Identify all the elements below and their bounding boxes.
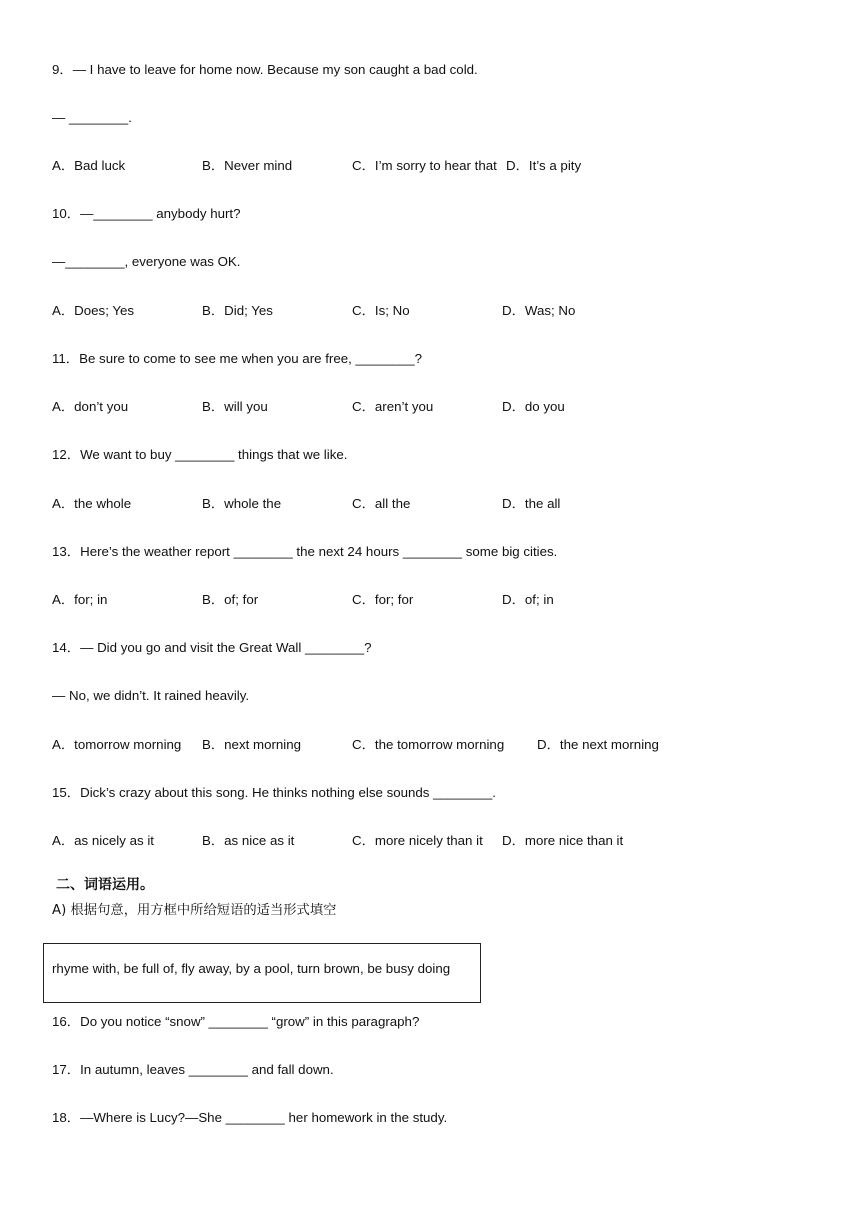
question-18-stem: 18．—Where is Lucy?—She ________ her homework in the study. [52, 1110, 448, 1125]
question-13-stem: 13．Here’s the weather report ________ the next 24 hours ________ some big cities. [52, 544, 558, 559]
question-14-reply: — No, we didn’t. It rained heavily. [52, 688, 250, 703]
question-17-stem: 17．In autumn, leaves ________ and fall down. [52, 1062, 334, 1077]
option-d: D．of; in [502, 592, 554, 607]
option-a: A．tomorrow morning [52, 737, 182, 752]
word-box [43, 943, 481, 1003]
option-a: A．the whole [52, 496, 132, 511]
option-c: C．Is; No [352, 303, 410, 318]
option-a: A．for; in [52, 592, 108, 607]
option-b: B．whole the [202, 496, 282, 511]
question-9-stem: 9．— I have to leave for home now. Because my son caught a bad cold. [52, 62, 478, 77]
option-d: D．Was; No [502, 303, 576, 318]
option-b: B．Never mind [202, 158, 293, 173]
question-12-stem: 12．We want to buy ________ things that we like. [52, 447, 348, 462]
option-c: C．more nicely than it [352, 833, 483, 848]
question-9-reply: — ________. [52, 110, 132, 125]
option-c: C．for; for [352, 592, 414, 607]
question-16-stem: 16．Do you notice “snow” ________ “grow” in this paragraph? [52, 1014, 420, 1029]
option-d: D．more nice than it [502, 833, 624, 848]
option-b: B．as nice as it [202, 833, 295, 848]
option-d: D．the next morning [537, 737, 659, 752]
option-a: A．Bad luck [52, 158, 126, 173]
option-b: B．Did; Yes [202, 303, 273, 318]
option-d: D．do you [502, 399, 565, 414]
option-b: B．of; for [202, 592, 259, 607]
option-b: B．next morning [202, 737, 302, 752]
option-c: C．the tomorrow morning [352, 737, 505, 752]
option-c: C．I’m sorry to hear that [352, 158, 497, 173]
option-c: C．all the [352, 496, 411, 511]
option-c: C．aren’t you [352, 399, 434, 414]
option-a: A．as nicely as it [52, 833, 154, 848]
question-10-reply: —________, everyone was OK. [52, 254, 241, 269]
question-11-stem: 11．Be sure to come to see me when you are free, ________? [52, 351, 423, 366]
question-10-stem: 10．—________ anybody hurt? [52, 206, 241, 221]
option-d: D．the all [502, 496, 561, 511]
question-14-stem: 14．— Did you go and visit the Great Wall ________? [52, 640, 372, 655]
word-box-text: rhyme with, be full of, fly away, by a pool, turn brown, be busy doing [52, 961, 451, 976]
option-a: A．Does; Yes [52, 303, 135, 318]
section-heading: 二、词语运用。 [56, 877, 154, 893]
question-15-stem: 15．Dick’s crazy about this song. He thinks nothing else sounds ________. [52, 785, 496, 800]
option-d: D．It’s a pity [506, 158, 582, 173]
option-a: A．don’t you [52, 399, 129, 414]
option-b: B．will you [202, 399, 268, 414]
section-instruction: A) 根据句意，用方框中所给短语的适当形式填空 [52, 903, 337, 918]
